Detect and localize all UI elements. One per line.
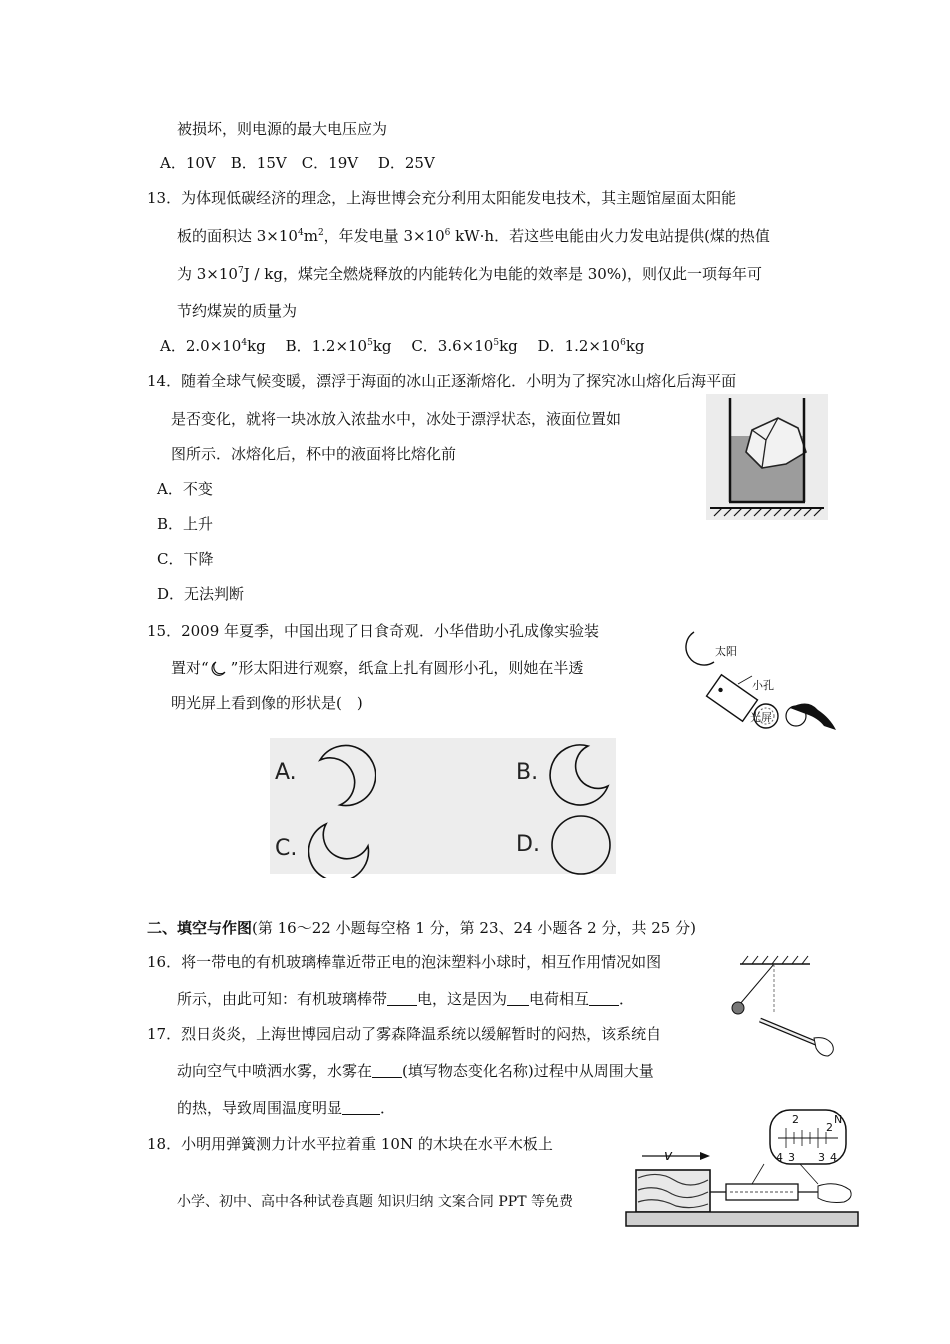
q15-text2b: ”形太阳进行观察，纸盒上扎有圆形小孔，则她在半透 bbox=[230, 659, 584, 677]
option-a-shape bbox=[310, 742, 376, 808]
q12-options: A．10V B．15V C．19V D．25V bbox=[160, 154, 435, 172]
scale-top-right: 2 bbox=[826, 1121, 833, 1134]
q16-text2d: ． bbox=[619, 990, 635, 1008]
q14-line1 bbox=[147, 371, 736, 391]
q13-text3b: J / kg，煤完全燃烧释放的内能转化为电能的效率是 30%)，则仅此一项每年可 bbox=[243, 265, 762, 283]
q15-option-a-label: A. bbox=[275, 760, 297, 785]
scale-unit: N bbox=[834, 1113, 843, 1126]
section2-note: (第 16～22 小题每空格 1 分，第 23、24 小题各 2 分，共 25 分) bbox=[252, 919, 696, 937]
q15-option-d-label: D. bbox=[516, 832, 540, 857]
option-d-shape bbox=[548, 812, 614, 878]
q14-line3: 图所示．冰熔化后，杯中的液面将比熔化前 bbox=[171, 445, 457, 463]
scale-bottom-3: 3 bbox=[818, 1151, 825, 1164]
crescent-sun bbox=[686, 632, 714, 665]
q13-text3a: 为 3×10 bbox=[177, 265, 238, 283]
wood-block bbox=[636, 1170, 710, 1212]
q13-exp: 2 bbox=[317, 228, 324, 238]
q17-line1 bbox=[147, 1024, 661, 1044]
q17-text3b: ． bbox=[380, 1099, 396, 1117]
wooden-board bbox=[626, 1212, 858, 1226]
q17-text3a: 的热，导致周围温度明显 bbox=[177, 1099, 343, 1117]
crescent-sun-icon bbox=[209, 660, 231, 676]
q16-line2 bbox=[177, 989, 634, 1009]
q14-option-c: C．下降 bbox=[157, 550, 214, 568]
q16-number: 16． bbox=[147, 953, 182, 971]
screen-label: 光屏 bbox=[750, 711, 772, 724]
q13-unit: kg bbox=[625, 337, 645, 355]
foam-ball bbox=[732, 1002, 744, 1014]
q17-text2b: (填写物态变化名称)过程中从周围大量 bbox=[402, 1062, 654, 1080]
scale-top-left: 2 bbox=[792, 1113, 799, 1126]
q13-line1 bbox=[147, 188, 736, 208]
q13-text2d: kW·h．若这些电能由火力发电站提供(煤的热值 bbox=[450, 227, 770, 245]
scale-bottom-4: 4 bbox=[830, 1151, 837, 1164]
hole-label: 小孔 bbox=[752, 679, 774, 692]
q16-text2b: 电，这是因为 bbox=[417, 990, 508, 1008]
footer-watermark: 小学、初中、高中各种试卷真题 知识归纳 文案合同 PPT 等免费 bbox=[177, 1194, 573, 1210]
q13-exp: 7 bbox=[237, 266, 244, 276]
q18-text1: 小明用弹簧测力计水平拉着重 10N 的木块在水平木板上 bbox=[181, 1135, 553, 1153]
q16-text2c: 电荷相互 bbox=[529, 990, 590, 1008]
hand bbox=[814, 1038, 833, 1056]
option-b-shape bbox=[548, 742, 614, 808]
q14-option-b: B．上升 bbox=[157, 515, 214, 533]
q13-line3 bbox=[177, 264, 762, 284]
q16-text2a: 所示，由此可知：有机玻璃棒带 bbox=[177, 990, 388, 1008]
velocity-label: v bbox=[664, 1148, 673, 1164]
q13-text1: 为体现低碳经济的理念，上海世博会充分利用太阳能发电技术，其主题馆屋面太阳能 bbox=[181, 189, 737, 207]
q14-option-a: A．不变 bbox=[157, 480, 213, 498]
q18-number: 18． bbox=[147, 1135, 182, 1153]
q17-blank-1[interactable] bbox=[372, 1063, 402, 1078]
q13-exp: 5 bbox=[367, 338, 373, 348]
q13-line2 bbox=[177, 226, 770, 246]
beaker-ice-figure bbox=[706, 394, 828, 520]
q12-continuation: 被损坏，则电源的最大电压应为 bbox=[177, 120, 388, 138]
q13-line4: 节约煤炭的质量为 bbox=[177, 302, 298, 320]
spring-scale-figure bbox=[622, 1106, 860, 1236]
q17-blank-2[interactable] bbox=[342, 1100, 380, 1115]
q13-exp: 6 bbox=[620, 338, 626, 348]
q14-text1: 随着全球气候变暖，漂浮于海面的冰山正逐渐熔化．小明为了探究冰山熔化后海平面 bbox=[181, 372, 737, 390]
q13-option-d: D．1.2×10 bbox=[537, 337, 621, 355]
q13-option-b: B．1.2×10 bbox=[285, 337, 368, 355]
q15-option-b-label: B. bbox=[516, 760, 539, 785]
section2-title: 二、填空与作图 bbox=[147, 919, 253, 937]
option-c-shape bbox=[308, 812, 374, 878]
q15-line3: 明光屏上看到像的形状是( ) bbox=[171, 694, 363, 712]
charged-ball-figure bbox=[726, 950, 844, 1060]
q14-option-d: D．无法判断 bbox=[157, 585, 245, 603]
q13-number: 13． bbox=[147, 189, 182, 207]
thread bbox=[740, 964, 774, 1004]
q13-exp: 6 bbox=[444, 228, 451, 238]
q13-text2a: 板的面积达 3×10 bbox=[177, 227, 298, 245]
q17-line2 bbox=[177, 1061, 654, 1081]
q14-line2: 是否变化，就将一块冰放入浓盐水中，冰处于漂浮状态，液面位置如 bbox=[171, 410, 622, 428]
q18-line1 bbox=[147, 1134, 553, 1154]
q13-unit: kg bbox=[372, 337, 392, 355]
q17-line3 bbox=[177, 1098, 395, 1118]
q13-text2b: m bbox=[303, 227, 318, 245]
q16-blank-3[interactable] bbox=[589, 991, 619, 1006]
q13-text2c: ，年发电量 3×10 bbox=[323, 227, 445, 245]
q16-blank-2[interactable] bbox=[507, 991, 529, 1006]
q16-text1: 将一带电的有机玻璃棒靠近带正电的泡沫塑料小球时，相互作用情况如图 bbox=[181, 953, 662, 971]
section2-heading bbox=[147, 918, 696, 938]
ceiling-hatch bbox=[742, 956, 808, 964]
q15-text2a: 置对“ bbox=[171, 659, 209, 677]
q15-number: 15． bbox=[147, 622, 182, 640]
q14-number: 14． bbox=[147, 372, 182, 390]
q13-option-a: A．2.0×10 bbox=[160, 337, 242, 355]
q15-option-c-label: C. bbox=[275, 836, 298, 861]
q15-text1: 2009 年夏季，中国出现了日食奇观．小华借助小孔成像实验装 bbox=[181, 622, 600, 640]
scale-bottom-2: 3 bbox=[788, 1151, 795, 1164]
q13-exp: 4 bbox=[241, 338, 248, 348]
q13-unit: kg bbox=[499, 337, 518, 355]
pulling-hand bbox=[818, 1184, 851, 1203]
scale-bottom-1: 4 bbox=[776, 1151, 783, 1164]
sun-label: 太阳 bbox=[715, 645, 737, 658]
q17-text1: 烈日炎炎，上海世博园启动了雾森降温系统以缓解暂时的闷热，该系统自 bbox=[181, 1025, 662, 1043]
q13-options bbox=[160, 336, 645, 356]
q13-option-c: C．3.6×10 bbox=[411, 337, 494, 355]
q17-number: 17． bbox=[147, 1025, 182, 1043]
q15-line1 bbox=[147, 621, 599, 641]
q15-line2 bbox=[171, 658, 583, 678]
q17-text2a: 动向空气中喷洒水雾，水雾在 bbox=[177, 1062, 373, 1080]
q13-exp: 5 bbox=[493, 338, 500, 348]
q13-exp: 4 bbox=[297, 228, 304, 238]
q13-unit: kg bbox=[247, 337, 266, 355]
q16-line1 bbox=[147, 952, 661, 972]
q16-blank-1[interactable] bbox=[387, 991, 417, 1006]
